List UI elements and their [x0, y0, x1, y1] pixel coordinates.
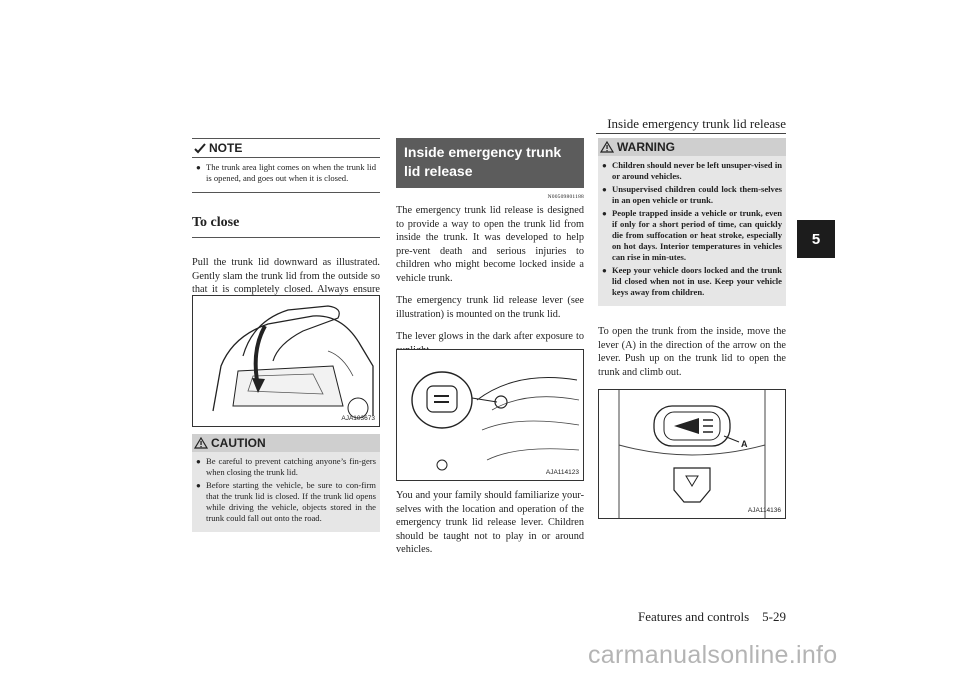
- to-close-heading: To close: [192, 207, 380, 238]
- note-heading-label: NOTE: [209, 141, 243, 155]
- note-body: [192, 158, 380, 193]
- release-closing-paragraph: You and your family should familiarize your-selves with the location and operation of the emergency trunk lid release lever. Children should be taught not to play in or around vehicles.: [396, 490, 584, 555]
- caution-heading: [192, 434, 380, 452]
- release-paragraph-1: The emergency trunk lid release is designed to provide a way to open the trunk lid from inside the trunk. It was developed to help pre-vent death and serious injuries to children who might become locked inside a vehicle trunk.: [396, 205, 584, 284]
- warning-heading-label: WARNING: [617, 140, 675, 154]
- warning-item: ● Children should never be left unsuper-vised in or around vehicles.: [602, 160, 782, 182]
- release-lever-figure: [396, 349, 584, 481]
- trunk-close-illustration: [193, 296, 379, 426]
- warning-item: ● People trapped inside a vehicle or trunk, even if only for a short period of time, can quickly die from suffocation or heat stroke, especially on hot days. Interior temperatures in vehicles can rise in min-utes.: [602, 208, 782, 263]
- caution-box: [192, 434, 380, 532]
- note-heading: [192, 138, 380, 158]
- warning-box: [598, 138, 786, 306]
- chapter-tab: 5: [797, 220, 835, 258]
- warning-item: ● Unsupervised children could lock them-selves in an open vehicle or trunk.: [602, 184, 782, 206]
- caution-item: ● Before starting the vehicle, be sure to con-firm that the trunk lid is closed. If the trunk lid opens while driving the vehicle, objects stored in the trunk could fall out onto the road.: [196, 480, 376, 524]
- warning-heading: [598, 138, 786, 156]
- release-paragraph-2: The emergency trunk lid release lever (see illustration) is mounted on the trunk lid.: [396, 295, 584, 320]
- open-instructions-paragraph: To open the trunk from the inside, move the lever (A) in the direction of the arrow on the lever. Push up on the trunk lid to open the trunk and climb out.: [598, 326, 786, 378]
- trunk-close-figure: [192, 295, 380, 427]
- section-code: N00509801188: [547, 194, 584, 200]
- callout-a: A: [741, 439, 748, 449]
- release-paragraph-3: The lever glows in the dark after exposure to: [396, 331, 584, 342]
- release-lever-illustration: [397, 350, 583, 480]
- inside-release-heading: Inside emergency trunk lid release: [396, 138, 584, 188]
- to-close-paragraph: Pull the trunk lid downward as illustrated. Gently slam the trunk lid from the outside so that it is completely closed. Always ensure: [192, 257, 380, 295]
- figure-label: AJA103673: [341, 415, 375, 422]
- caution-triangle-icon: [194, 437, 208, 449]
- warning-triangle-icon: [600, 141, 614, 153]
- warning-item: ● Keep your vehicle doors locked and the trunk lid closed when not in use. Keep your vehicle keys away from children.: [602, 265, 782, 298]
- lever-a-illustration: [599, 390, 785, 518]
- note-check-icon: [194, 143, 206, 154]
- release-closing: [396, 489, 584, 557]
- header-rule: [596, 133, 786, 134]
- figure-label: AJA114136: [747, 507, 781, 514]
- note-item: ● The trunk area light comes on when the trunk lid is opened, and goes out when it is closed.: [196, 162, 376, 184]
- page-footer: Features and controls 5-29: [637, 609, 786, 624]
- page-header-title: Inside emergency trunk lid release: [607, 116, 786, 131]
- caution-item: ● Be careful to prevent catching anyone’s fin-gers when closing the trunk lid.: [196, 456, 376, 478]
- lever-a-figure: [598, 389, 786, 519]
- warning-body: [598, 156, 786, 306]
- open-instructions: [598, 325, 786, 379]
- figure-label: AJA114123: [545, 469, 579, 476]
- caution-body: [192, 452, 380, 532]
- column-2: [396, 138, 584, 357]
- column-1: [192, 138, 380, 310]
- caution-heading-label: CAUTION: [211, 436, 266, 450]
- watermark: carmanualsonline.info: [588, 641, 838, 669]
